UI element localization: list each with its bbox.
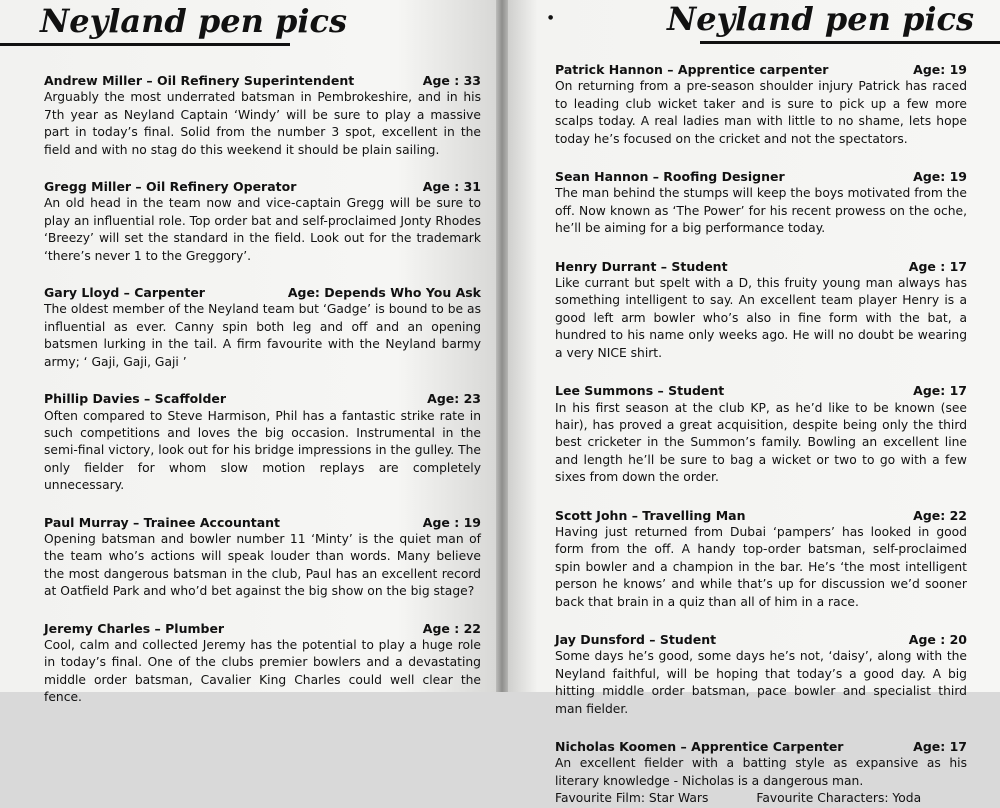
player-age: Age : 31 xyxy=(422,179,481,195)
player-age: Age : 17 xyxy=(908,258,967,274)
entry-heading xyxy=(44,178,481,195)
player-name: Phillip Davies – Scaffolder xyxy=(44,391,227,407)
player-age: Age: 22 xyxy=(913,507,967,523)
bullet-mark: ● xyxy=(548,14,554,21)
player-description: The man behind the stumps will keep the boys motivated from the off. Now known as ‘The Power’ for his recent prowess on the oche, he’ll be aiming for a big performance today. xyxy=(555,186,967,236)
player-age: Age: Depends Who You Ask xyxy=(287,285,481,301)
pen-pic-entry xyxy=(44,390,481,494)
pen-pic-entry xyxy=(555,738,967,808)
player-name: Paul Murray – Trainee Accountant xyxy=(44,514,281,530)
player-name: Jay Dunsford – Student xyxy=(555,631,717,647)
entry-list xyxy=(44,72,481,707)
player-description: Like currant but spelt with a D, this fruity young man always has something intelligent to say. An excellent team player Henry is a good left arm bowler who’s also in fine form with the bat, a hundred to his name only weeks ago. He will no doubt be wearing a very NICE shirt. xyxy=(555,276,967,360)
right-page xyxy=(508,0,1000,806)
player-description: On returning from a pre-season shoulder injury Patrick has raced to leading club wicket taker and is sure to pick up a few more scalps today. A real ladies man with little to no shame, lets hope today he’s focused on the cricket and not the spectators. xyxy=(555,79,967,146)
book-spine xyxy=(496,0,508,692)
player-name: Nicholas Koomen – Apprentice Carpenter xyxy=(555,739,844,754)
pen-pic-entry xyxy=(44,284,481,371)
player-description: Opening batsman and bowler number 11 ‘Minty’ is the quiet man of the team who’s actions will speak louder than words. Many believe the most dangerous batsman in the club, Paul has an excellent record at Oatfield Park and who’d bet against the big show on the big stage? xyxy=(44,531,481,599)
player-age: Age : 20 xyxy=(908,631,967,647)
pen-pic-entry xyxy=(555,382,967,486)
entry-heading xyxy=(555,631,967,648)
player-description: Some days he’s good, some days he’s not, ‘daisy’, along with the Neyland faithful, will be hoping that today’s a good day. A big hitting middle order batsman, pace bowler and specialist third man fielder. xyxy=(555,649,967,716)
pen-pic-entry xyxy=(44,514,481,601)
entry-heading xyxy=(44,284,481,301)
player-description: Having just returned from Dubai ‘pampers’ has looked in good form from the off. A handy top-order batsman, self-proclaimed spin bowler and a champion in the bar. He’s ‘the most intelligent person he knows’ and while that’s up for discussion we’d sooner back that brain in a quiz than all of him in a race. xyxy=(555,524,967,609)
pen-pic-entry xyxy=(44,620,481,707)
player-age: Age : 33 xyxy=(422,73,481,88)
entry-heading xyxy=(555,61,967,78)
player-name: Gary Lloyd – Carpenter xyxy=(44,285,205,301)
entry-heading xyxy=(44,72,481,89)
left-page xyxy=(0,0,496,705)
player-name: Patrick Hannon – Apprentice carpenter xyxy=(555,62,829,77)
pen-pic-entry xyxy=(555,631,967,718)
title-rule xyxy=(0,43,290,46)
player-description: In his first season at the club KP, as he’d like to be known (see hair), has proved a great acquisition, despite being only the third best cricketer in the Summon’s family. Bowling an excellent line and length he’ll be sure to bag a wicket or two to go with a few sixes from down the order. xyxy=(555,400,967,485)
player-description: Arguably the most underrated batsman in Pembrokeshire, and in his 7th year as Neyland Captain ‘Windy’ will be sure to play a massive part in today’s final. Solid from the number 3 spot, excellent in the field and with no stag do this weekend it should be plain sailing. xyxy=(44,90,481,157)
pen-pic-entry xyxy=(555,61,967,148)
player-description: An old head in the team now and vice-captain Gregg will be sure to play an influential role. Top order bat and self-proclaimed Jonty Rhodes ‘Breezy’ will set the standard in the field. Look out for the trademark ‘there’s never 1 to the Greggory’. xyxy=(44,196,481,263)
player-age: Age: 19 xyxy=(913,169,967,185)
player-age: Age : 22 xyxy=(422,620,481,636)
entry-heading xyxy=(44,620,481,637)
player-description: Often compared to Steve Harmison, Phil has a fantastic strike rate in such competitions and loves the big occasion. Instrumental in the semi-final victory, look out for his bridge impressions in the gulley. The only fielder for whom slow motion replays are completely unnecessary. xyxy=(44,408,481,493)
entry-heading xyxy=(555,738,967,755)
player-age: Age: 17 xyxy=(913,739,967,754)
entry-list xyxy=(555,61,967,808)
player-name: Andrew Miller – Oil Refinery Superintendent xyxy=(44,73,355,88)
page-title: Neyland pen pics xyxy=(40,2,348,40)
pen-pic-entry xyxy=(555,258,967,362)
favourite-film: Favourite Film: Star Wars xyxy=(555,791,709,806)
pen-pic-entry xyxy=(555,168,967,238)
player-name: Scott John – Travelling Man xyxy=(555,507,746,523)
player-description: The oldest member of the Neyland team but ‘Gadge’ is bound to be as influential as ever. Canny spin both leg and off and an opening batsmen lurking in the tail. A firm favourite with the Neyland barmy army; ‘ Gaji, Gaji, Gaji ’ xyxy=(44,302,481,369)
pen-pic-entry xyxy=(44,178,481,265)
player-name: Jeremy Charles – Plumber xyxy=(44,620,225,636)
player-age: Age : 19 xyxy=(422,514,481,530)
entry-heading xyxy=(555,507,967,524)
player-name: Lee Summons – Student xyxy=(555,383,725,399)
pen-pic-entry xyxy=(555,507,967,611)
entry-heading xyxy=(44,514,481,531)
player-name: Gregg Miller – Oil Refinery Operator xyxy=(44,179,297,195)
player-age: Age: 23 xyxy=(427,391,481,407)
entry-heading xyxy=(555,168,967,185)
page-title: Neyland pen pics xyxy=(666,0,974,38)
pen-pic-entry xyxy=(44,72,481,159)
player-age: Age: 17 xyxy=(913,383,967,399)
player-name: Henry Durrant – Student xyxy=(555,258,728,274)
title-rule xyxy=(700,41,1000,44)
player-description: Cool, calm and collected Jeremy has the potential to play a huge role in today’s final. One of the clubs premier bowlers and a devastating middle order batsman, Cavalier King Charles could well clear the fence. xyxy=(44,637,481,705)
entry-heading xyxy=(555,258,967,275)
entry-heading xyxy=(44,390,481,407)
player-name: Sean Hannon – Roofing Designer xyxy=(555,169,785,185)
favourite-characters: Favourite Characters: Yoda xyxy=(756,791,922,806)
entry-heading xyxy=(555,382,967,399)
player-description: An excellent fielder with a batting style as expansive as his literary knowledge - Nicholas is a dangerous man. xyxy=(555,756,967,788)
favourites-row xyxy=(555,790,967,807)
player-age: Age: 19 xyxy=(913,62,967,77)
